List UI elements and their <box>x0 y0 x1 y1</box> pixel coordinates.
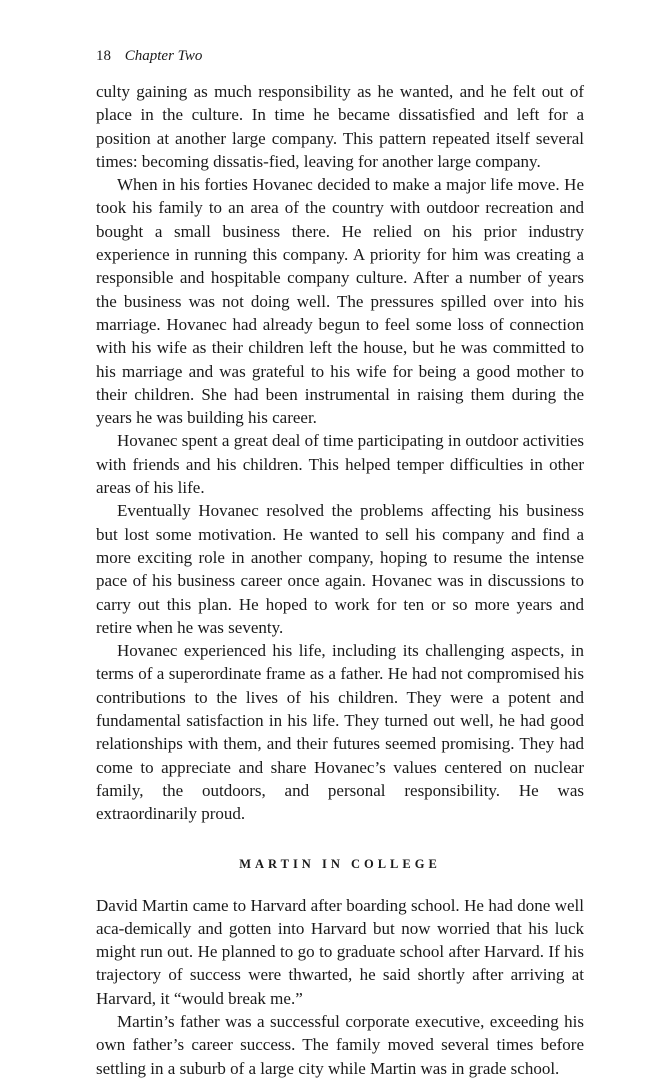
paragraph-continued: culty gaining as much responsibility as he wanted, and he felt out of place in the culture. In time he became dissatisfied and left for a position at another large company. This pattern repeated itself several times: becoming dissatis-fied, leaving for another large company. <box>96 82 584 171</box>
body-text-top <box>96 80 584 826</box>
paragraph: Hovanec experienced his life, including its challenging aspects, in terms of a superordinate frame as a father. He had not compromised his contributions to the lives of his children. They were a potent and fundamental satisfaction in his life. They turned out well, he had good relationships with them, and their futures seemed promising. They had come to appreciate and share Hovanec’s values centered on nuclear family, the outdoors, and personal responsibility. He was extraordinarily proud. <box>96 641 584 824</box>
book-page <box>96 46 584 1080</box>
running-head <box>96 46 584 66</box>
chapter-title: Chapter Two <box>124 48 203 64</box>
paragraph: Eventually Hovanec resolved the problems affecting his business but lost some motivation. He wanted to sell his company and find a more exciting role in another company, hoping to resume the intense pace of his business career once again. Hovanec was in discussions to carry out this plan. He hoped to work for ten or so more years and retire when he was seventy. <box>96 501 584 637</box>
body-text-bottom <box>96 894 584 1080</box>
paragraph-first: David Martin came to Harvard after boarding school. He had done well aca-demically and gotten into Harvard but now worried that his luck might run out. He planned to go to graduate school after Harvard. If his trajectory of success were thwarted, he said shortly after arriving at Harvard, it “would break me.” <box>96 895 584 1008</box>
paragraph: When in his forties Hovanec decided to make a major life move. He took his family to an area of the country with outdoor recreation and bought a small business there. He relied on his prior industry experience in running this company. A priority for him was creating a responsible and hospitable company culture. After a number of years the business was not doing well. The pressures spilled over into his marriage. Hovanec had already begun to feel some loss of connection with his wife as their children left the house, but he was committed to his marriage and was grateful to his wife for being a good mother to their children. She had been instrumental in raising them during the years he was building his career. <box>96 175 584 428</box>
paragraph: Hovanec spent a great deal of time participating in outdoor activities with friends and his children. This helped temper difficulties in other areas of his life. <box>96 431 584 498</box>
paragraph: Martin’s father was a successful corporate executive, exceeding his own father’s career success. The family moved several times before settling in a suburb of a large city while Martin was in grade school. <box>96 1011 584 1078</box>
page-number: 18 <box>96 48 111 64</box>
section-heading: MARTIN IN COLLEGE <box>239 856 441 871</box>
